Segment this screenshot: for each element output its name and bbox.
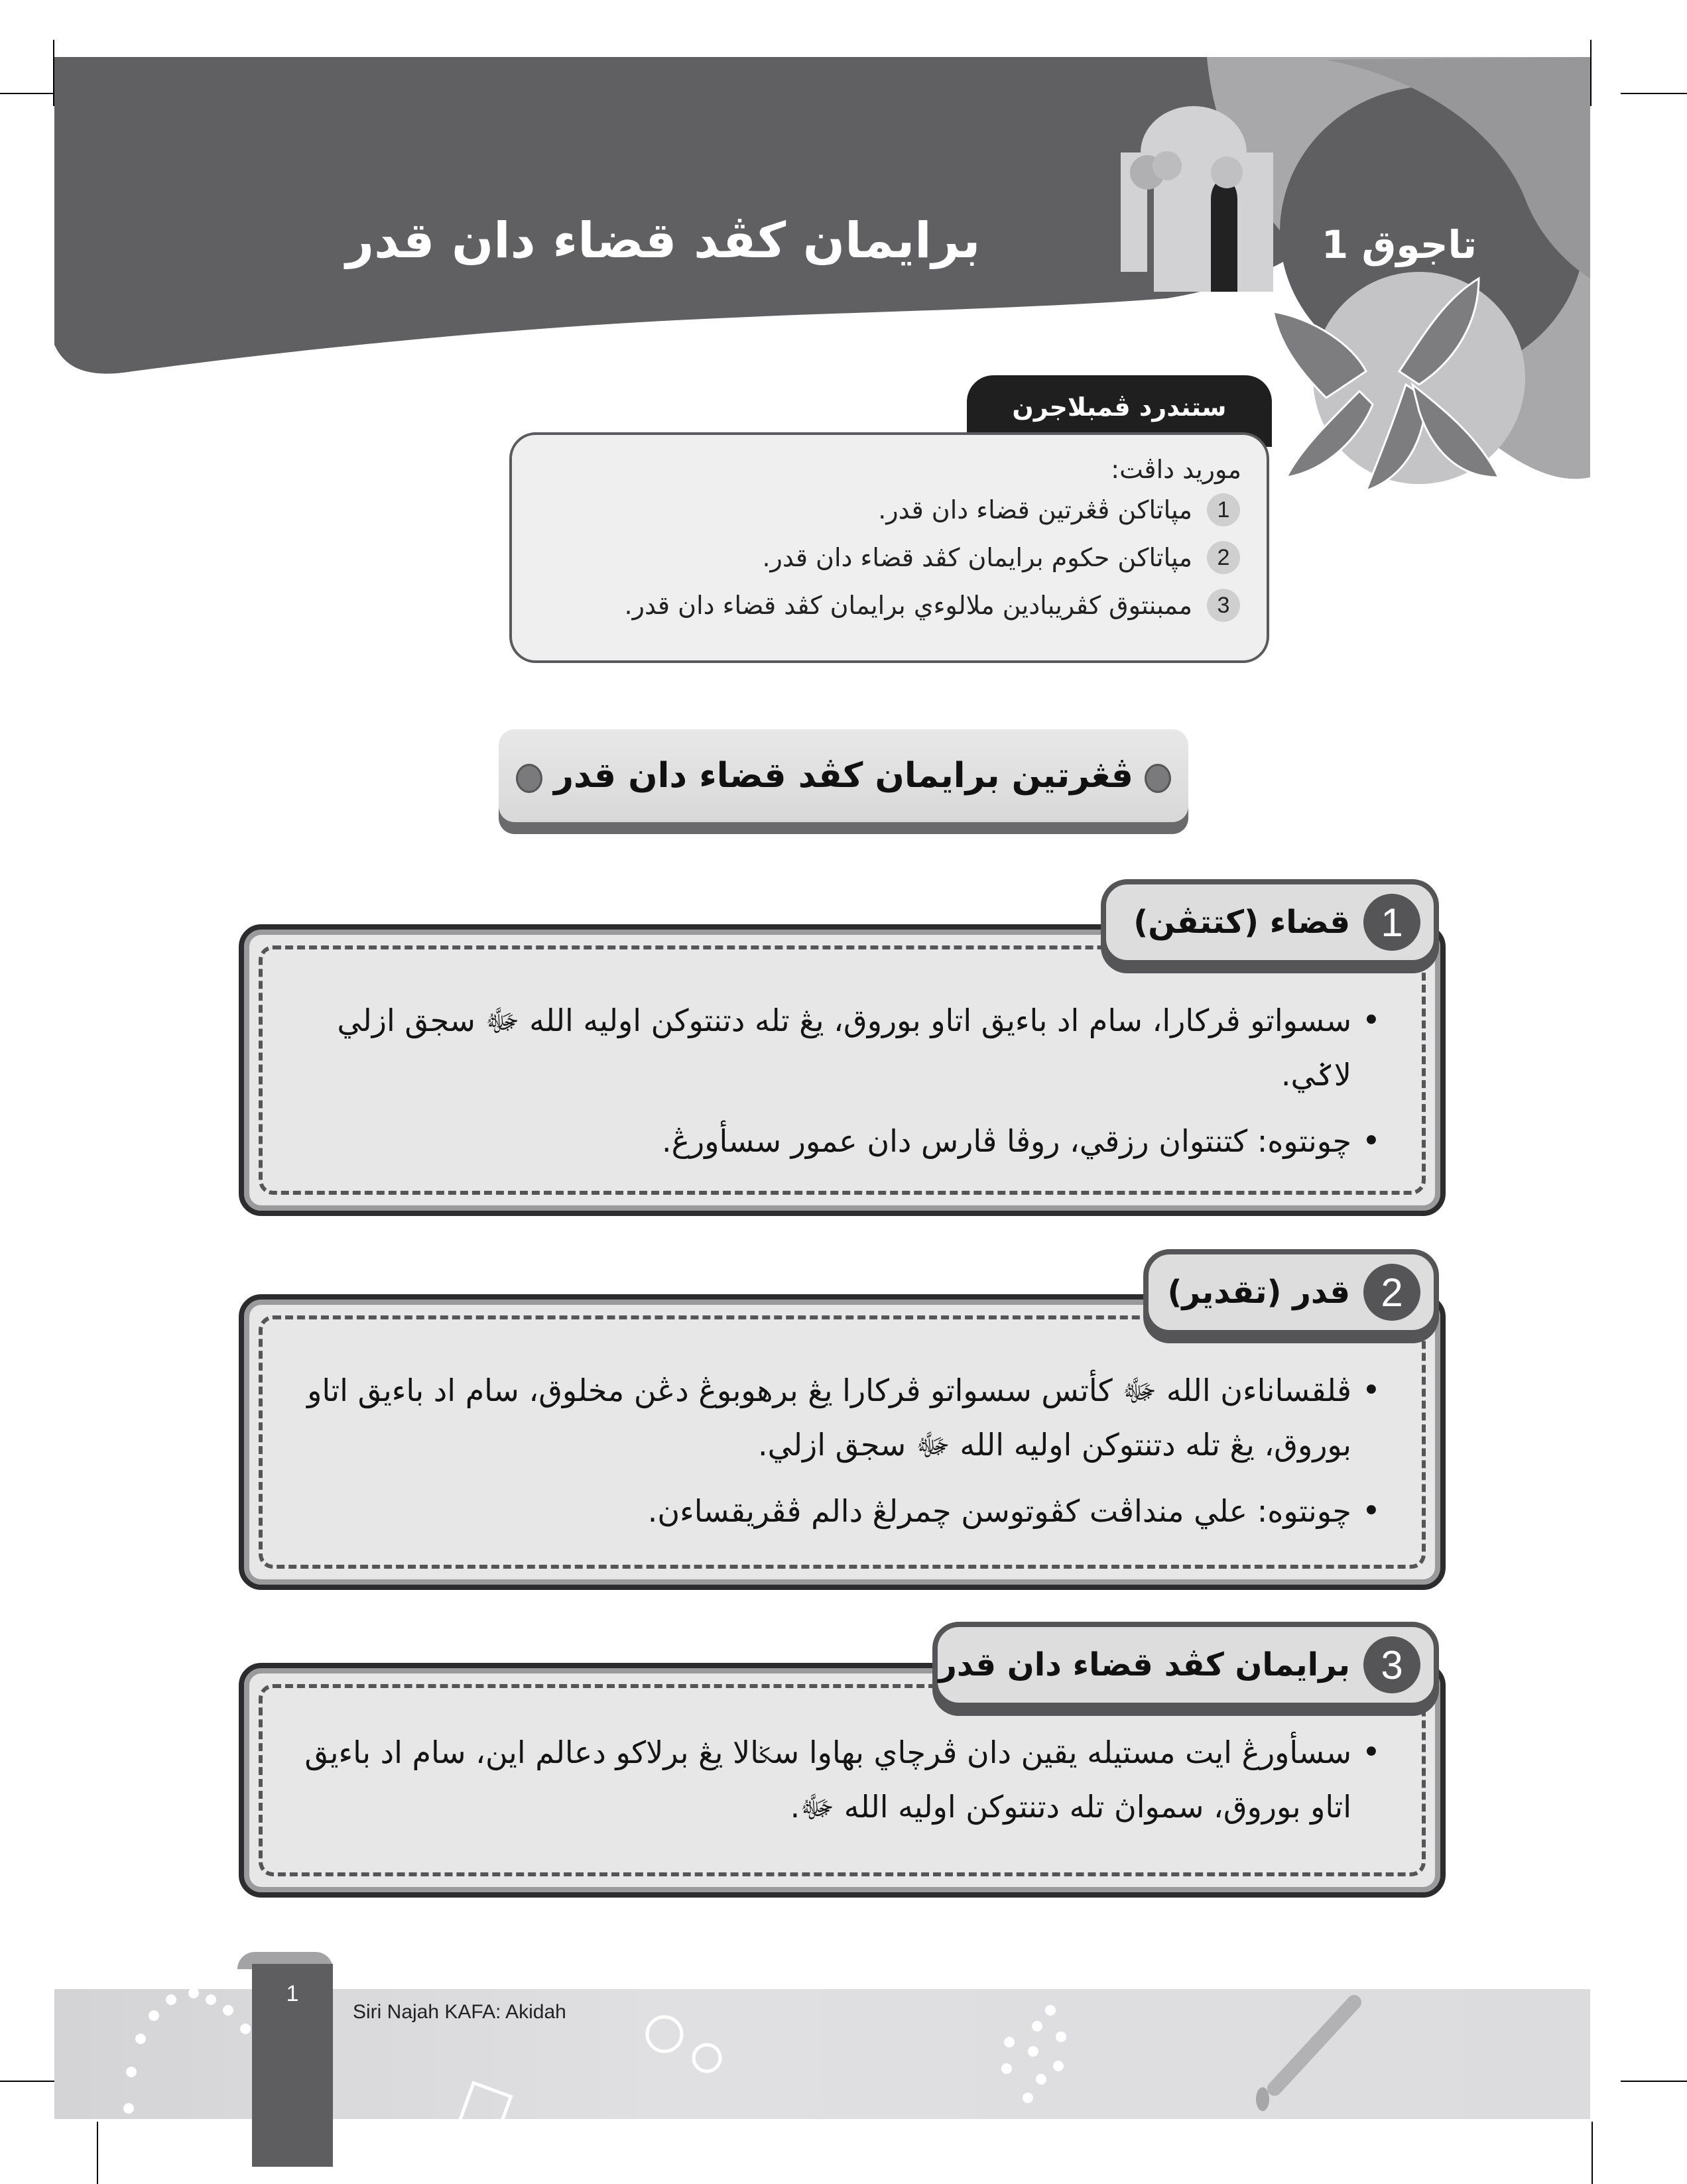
topic-box-qada bbox=[239, 924, 1446, 1216]
bullet-item: • چونتوه: علي منداڤت كڤوتوسن چمرلڠ دالم ڤڤريقساءن. bbox=[297, 1484, 1381, 1538]
pill-dot-icon bbox=[1145, 764, 1171, 793]
topic-number-badge: 2 bbox=[1363, 1264, 1420, 1321]
topic-bullets bbox=[297, 993, 1381, 1180]
topic-title: قدر (تقدير) bbox=[1167, 1274, 1350, 1311]
section-heading-pill bbox=[499, 729, 1188, 834]
learning-standard-intro: موريد داڤت: bbox=[1111, 455, 1241, 484]
page-number: 1 bbox=[286, 1981, 299, 2006]
topic-box-qadar bbox=[239, 1294, 1446, 1590]
learning-standard-box bbox=[509, 432, 1269, 663]
chapter-number-label: تاجوق 1 bbox=[1321, 222, 1477, 267]
topic-title: قضاء (كتتڤن) bbox=[1133, 904, 1350, 941]
topic-title: برايمان كڤد قضاء دان قدر bbox=[938, 1646, 1350, 1683]
topic-number-badge: 1 bbox=[1363, 894, 1420, 951]
learning-standard-item bbox=[878, 493, 1240, 526]
topic-number-badge: 3 bbox=[1363, 1636, 1420, 1693]
bullet-item: • سسأورڠ ايت مستيله يقين دان ڤرچاي بهاوا سݢالا يڠ برلاكو دعالم اين، سام اد باءيق اتاو بوروق، سمواڽ تله دتنتوكن اوليه الله ﷻ. bbox=[297, 1725, 1381, 1834]
dots-cluster-icon bbox=[1001, 2005, 1066, 2103]
circles-outline-icon bbox=[647, 2017, 720, 2071]
item-number-badge: 1 bbox=[1207, 493, 1240, 526]
learning-standard-item bbox=[625, 589, 1240, 622]
topic-bullets bbox=[297, 1363, 1381, 1550]
topic-tab-belief bbox=[932, 1622, 1439, 1708]
learning-standard-text: مڽاتاكن حكوم برايمان كڤد قضاء دان قدر. bbox=[762, 543, 1192, 572]
learning-standard-tab: ستندرد ڤمبلاجرن bbox=[967, 375, 1272, 447]
crop-mark bbox=[1592, 2122, 1593, 2184]
crop-mark bbox=[97, 2122, 98, 2184]
cube-outline-icon bbox=[460, 2083, 511, 2119]
topic-tab-qadar bbox=[1143, 1249, 1439, 1335]
topic-tab-qada bbox=[1101, 879, 1439, 965]
series-title: Siri Najah KAFA: Akidah bbox=[353, 2001, 566, 2023]
learning-standard-text: ممبنتوق كڤريبادين ملالوءي برايمان كڤد قضاء دان قدر. bbox=[624, 591, 1192, 620]
learning-standard-item bbox=[762, 541, 1240, 574]
pill-dot-icon bbox=[516, 764, 542, 793]
bullet-item: • سسواتو ڤركارا، سام اد باءيق اتاو بوروق، يڠ تله دتنتوكن اوليه الله ﷻ سجق ازلي لاݢي. bbox=[297, 993, 1381, 1102]
chapter-title: برايمان كڤد قضاء دان قدر bbox=[345, 212, 981, 269]
learning-standard-text: مڽاتاكن ڤڠرتين قضاء دان قدر. bbox=[878, 495, 1192, 524]
item-number-badge: 3 bbox=[1207, 589, 1240, 622]
section-heading: ڤڠرتين برايمان كڤد قضاء دان قدر bbox=[554, 756, 1133, 796]
bullet-item: • ڤلقساناءن الله ﷻ كأتس سسواتو ڤركارا يڠ برهوبوڠ دڠن مخلوق، سام اد باءيق اتاو بوروق، يڠ تله دتنتوكن اوليه الله ﷻ سجق ازلي. bbox=[297, 1363, 1381, 1472]
stroke-shape-icon bbox=[1275, 2002, 1354, 2089]
crop-mark bbox=[1621, 2081, 1687, 2082]
topic-bullets bbox=[297, 1725, 1381, 1846]
item-number-badge: 2 bbox=[1207, 541, 1240, 574]
bullet-item: • چونتوه: كتنتوان رزقي، روڤا ڤارس دان عمور سسأورڠ. bbox=[297, 1114, 1381, 1168]
dots-arc-icon bbox=[123, 1989, 251, 2119]
dot-shape-icon bbox=[1256, 2087, 1269, 2111]
